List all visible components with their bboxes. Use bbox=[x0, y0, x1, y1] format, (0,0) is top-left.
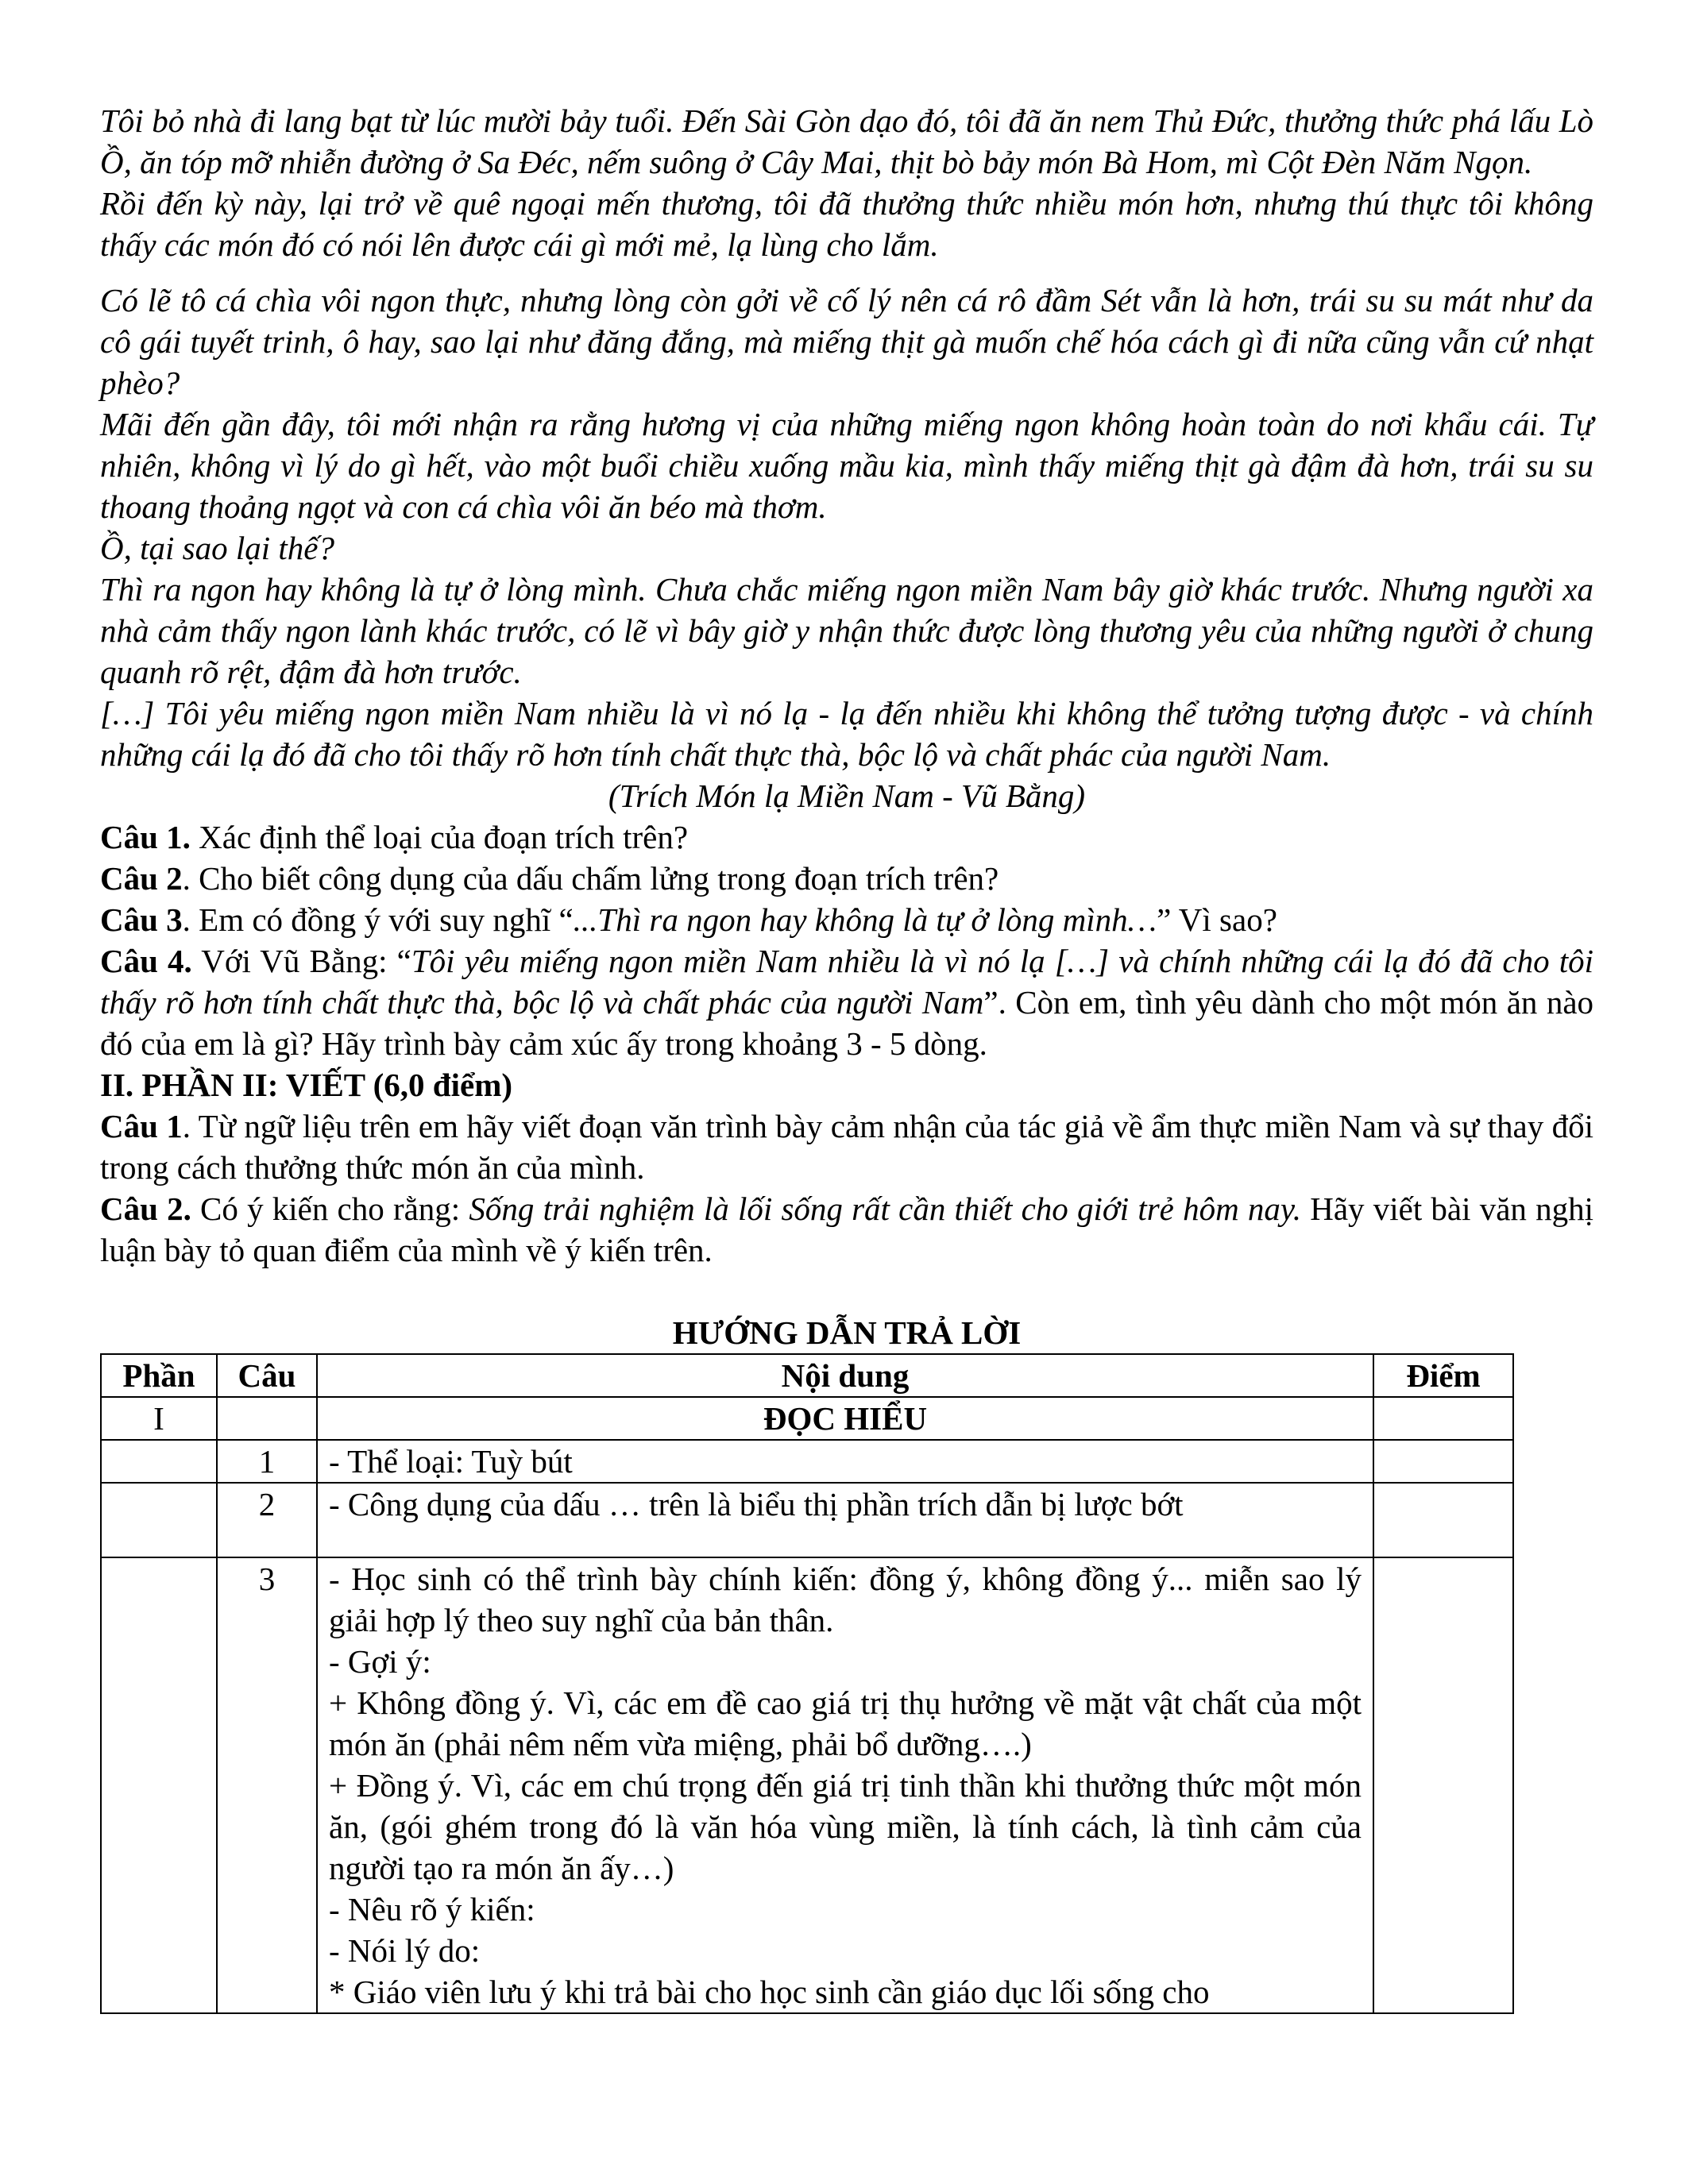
passage-paragraph-2: Rồi đến kỳ này, lại trở về quê ngoại mến thương, tôi đã thưởng thức nhiều món hơn, nhưng thú thực tôi không thấy các món đó có nói lên được cái gì mới mẻ, lạ lùng cho lắm. bbox=[100, 185, 1593, 263]
writing-question-2 bbox=[100, 1188, 1593, 1271]
writing-heading-text: II. PHẦN II: VIẾT (6,0 điểm) bbox=[100, 1067, 513, 1103]
row-2-content: - Công dụng của dấu … trên là biểu thị phần trích dẫn bị lược bớt bbox=[317, 1483, 1373, 1557]
passage-paragraph-7: […] Tôi yêu miếng ngon miền Nam nhiều là vì nó lạ - lạ đến nhiều khi không thể tưởng tượng được - và chính những cái lạ đó đã cho tôi thấy rõ hơn tính chất thực thà, bộc lộ và chất phác của người Nam. bbox=[100, 695, 1593, 773]
passage-paragraph-3: Có lẽ tô cá chìa vôi ngon thực, nhưng lòng còn gởi về cố lý nên cá rô đầm Sét vẫn là hơn, trái su su mát như da cô gái tuyết trinh, ô hay, sao lại như đăng đắng, mà miếng thịt gà muốn chế hóa cách gì đi nữa cũng vẫn cứ nhạt phèo? bbox=[100, 282, 1593, 401]
row-1-question: 1 bbox=[217, 1440, 317, 1483]
writing-question-2-quote: Sống trải nghiệm là lối sống rất cần thiết cho giới trẻ hôm nay. bbox=[469, 1190, 1302, 1227]
row-2-score-cell bbox=[1373, 1483, 1513, 1557]
table-row bbox=[101, 1557, 1513, 2013]
document-content bbox=[100, 100, 1593, 2014]
question-1-text: Xác định thể loại của đoạn trích trên? bbox=[190, 819, 689, 855]
passage-paragraph-5: Ồ, tại sao lại thế? bbox=[100, 530, 334, 566]
row-3-score-cell bbox=[1373, 1557, 1513, 2013]
header-score: Điểm bbox=[1373, 1354, 1513, 1397]
row-3-line: - Nêu rõ ý kiến: bbox=[329, 1891, 535, 1927]
passage-paragraph-1: Tôi bỏ nhà đi lang bạt từ lúc mười bảy tuổi. Đến Sài Gòn dạo đó, tôi đã ăn nem Thủ Đức, thưởng thức phá lấu Lò Ồ, ăn tóp mỡ nhiễn đường ở Sa Đéc, nếm suông ở Cây Mai, thịt bò bảy món Bà Hom, mì Cột Đèn Năm Ngọn. bbox=[100, 102, 1593, 180]
writing-question-2-post: Hãy viết bài văn nghị luận bày tỏ quan điểm của mình về ý kiến trên. bbox=[100, 1190, 1593, 1268]
question-2-text: . Cho biết công dụng của dấu chấm lửng trong đoạn trích trên? bbox=[182, 860, 999, 897]
header-content: Nội dung bbox=[317, 1354, 1373, 1397]
answer-guide-table bbox=[100, 1353, 1514, 2014]
row-1-score-cell bbox=[1373, 1440, 1513, 1483]
row-3-line: - Gợi ý: bbox=[329, 1643, 431, 1680]
passage-paragraph-6: Thì ra ngon hay không là tự ở lòng mình. Chưa chắc miếng ngon miền Nam bây giờ khác trước. Nhưng người xa nhà cảm thấy ngon lành khác trước, có lẽ vì bây giờ y nhận thức được lòng thương yêu của những người ở chung quanh rõ rệt, đậm đà hơn trước. bbox=[100, 571, 1593, 690]
table-header-row bbox=[101, 1354, 1513, 1397]
writing-heading bbox=[100, 1064, 1593, 1106]
question-4-post: ”. Còn em, tình yêu dành cho một món ăn nào đó của em là gì? Hãy trình bày cảm xúc ấy trong khoảng 3 - 5 dòng. bbox=[100, 984, 1594, 1062]
section-score-cell bbox=[1373, 1397, 1513, 1440]
question-4-pre: Với Vũ Bằng: “ bbox=[191, 943, 411, 979]
row-3-line: * Giáo viên lưu ý khi trả bài cho học sinh cần giáo dục lối sống cho bbox=[329, 1974, 1210, 2010]
row-1-part-cell bbox=[101, 1440, 217, 1483]
question-4-quote: Tôi yêu miếng ngon miền Nam nhiều là vì nó lạ […] và chính những cái lạ đó đã cho tôi thấy rõ hơn tính chất thực thà, bộc lộ và chất phác của người Nam bbox=[100, 943, 1594, 1021]
row-3-line: - Nói lý do: bbox=[329, 1932, 481, 1969]
table-row bbox=[101, 1440, 1513, 1483]
question-1-label: Câu 1. bbox=[100, 819, 191, 855]
row-2-question: 2 bbox=[217, 1483, 317, 1557]
row-3-line: - Học sinh có thể trình bày chính kiến: đồng ý, không đồng ý... miễn sao lý giải hợp lý theo suy nghĩ của bản thân. bbox=[329, 1561, 1362, 1638]
writing-question-1 bbox=[100, 1106, 1593, 1188]
question-3-post: ” Vì sao? bbox=[1157, 901, 1277, 938]
writing-question-1-label: Câu 1 bbox=[100, 1108, 183, 1144]
header-question: Câu bbox=[217, 1354, 317, 1397]
writing-question-2-label: Câu 2. bbox=[100, 1190, 191, 1227]
passage-paragraph-4: Mãi đến gần đây, tôi mới nhận ra rằng hương vị của những miếng ngon không hoàn toàn do nơi khẩu cái. Tự nhiên, không vì lý do gì hết, vào một buổi chiều xuống mầu kia, mình thấy miếng thịt gà đậm đà hơn, trái su su thoang thoảng ngọt và con cá chìa vôi ăn béo mà thơm. bbox=[100, 406, 1593, 525]
question-1 bbox=[100, 816, 1593, 858]
table-row-section bbox=[101, 1397, 1513, 1440]
row-3-line: + Không đồng ý. Vì, các em đề cao giá trị thụ hưởng về mặt vật chất của một món ăn (phải nêm nếm vừa miệng, phải bổ dưỡng….) bbox=[329, 1684, 1362, 1762]
question-2-label: Câu 2 bbox=[100, 860, 183, 897]
question-4 bbox=[100, 940, 1593, 1064]
writing-question-2-pre: Có ý kiến cho rằng: bbox=[191, 1190, 469, 1227]
row-3-question: 3 bbox=[217, 1557, 317, 2013]
header-part: Phần bbox=[101, 1354, 217, 1397]
writing-question-1-text: . Từ ngữ liệu trên em hãy viết đoạn văn trình bày cảm nhận của tác giả về ẩm thực miền Nam và sự thay đổi trong cách thưởng thức món ăn của mình. bbox=[100, 1108, 1593, 1186]
question-3-label: Câu 3 bbox=[100, 901, 183, 938]
row-3-part-cell bbox=[101, 1557, 217, 2013]
section-title: ĐỌC HIỂU bbox=[317, 1397, 1373, 1440]
question-2 bbox=[100, 858, 1593, 899]
row-3-content bbox=[317, 1557, 1373, 2013]
answer-guide-title: HƯỚNG DẪN TRẢ LỜI bbox=[672, 1314, 1022, 1351]
row-2-part-cell bbox=[101, 1483, 217, 1557]
row-1-content: - Thể loại: Tuỳ bút bbox=[317, 1440, 1373, 1483]
question-3-pre: . Em có đồng ý với suy nghĩ “ bbox=[182, 901, 574, 938]
question-4-label: Câu 4. bbox=[100, 943, 192, 979]
passage-source: (Trích Món lạ Miền Nam - Vũ Bằng) bbox=[608, 778, 1086, 814]
section-question-cell bbox=[217, 1397, 317, 1440]
question-3 bbox=[100, 899, 1593, 940]
row-3-line: + Đồng ý. Vì, các em chú trọng đến giá trị tinh thần khi thưởng thức một món ăn, (gói ghém trong đó là văn hóa vùng miền, là tính cách, là tình cảm của người tạo ra món ăn ấy…) bbox=[329, 1767, 1362, 1886]
section-part: I bbox=[101, 1397, 217, 1440]
table-row bbox=[101, 1483, 1513, 1557]
question-3-quote: ...Thì ra ngon hay không là tự ở lòng mình… bbox=[573, 901, 1157, 938]
